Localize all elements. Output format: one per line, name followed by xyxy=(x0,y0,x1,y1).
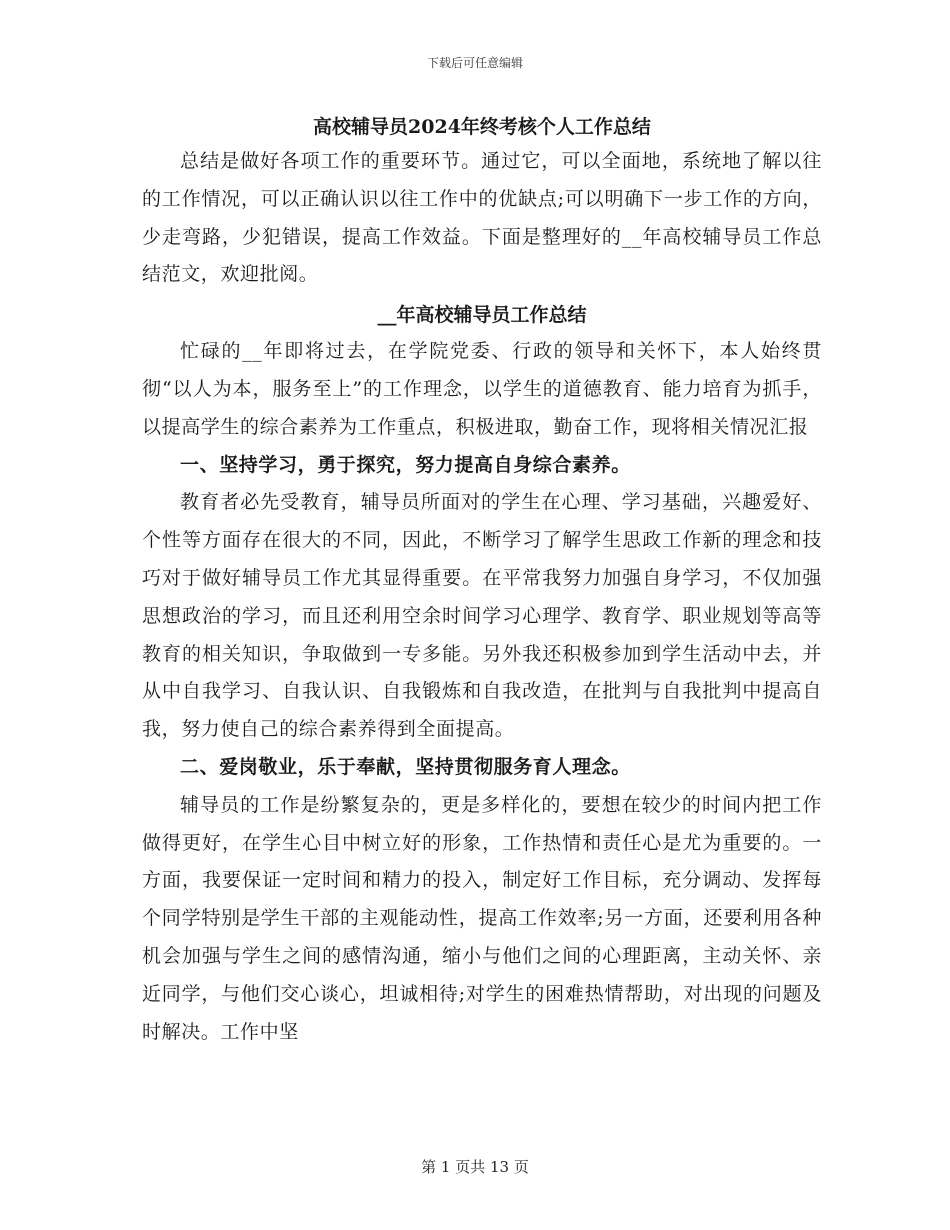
opening-paragraph: 忙碌的__年即将过去，在学院党委、行政的领导和关怀下，本人始终贯彻“以人为本，服务至上”的工作理念，以学生的道德教育、能力培育为抓手，以提高学生的综合素养为工作重点，积极进取，勤奋工作，现将相关情况汇报 xyxy=(142,340,822,438)
document-title: 高校辅导员2024年终考核个人工作总结 xyxy=(313,116,651,138)
document-subtitle: __年高校辅导员工作总结 xyxy=(377,304,587,327)
document-body xyxy=(142,112,822,1051)
section-2-heading: 二、爱岗敬业，乐于奉献，坚持贯彻服务育人理念。 xyxy=(180,755,631,778)
section-1-heading: 一、坚持学习，勇于探究，努力提高自身综合素养。 xyxy=(180,453,631,476)
section-1-body: 教育者必先受教育，辅导员所面对的学生在心理、学习基础，兴趣爱好、个性等方面存在很大的不同，因此，不断学习了解学生思政工作新的理念和技巧对于做好辅导员工作尤其显得重要。在平常我努力加强自身学习，不仅加强思想政治的学习，而且还利用空余时间学习心理学、教育学、职业规划等高等教育的相关知识，争取做到一专多能。另外我还积极参加到学生活动中去，并从中自我学习、自我认识、自我锻炼和自我改造，在批判与自我批判中提高自我，努力使自己的综合素养得到全面提高。 xyxy=(142,491,822,741)
header-note: 下载后可任意编辑 xyxy=(426,56,523,70)
page-footer: 第 1 页共 13 页 xyxy=(421,1158,529,1176)
section-2-body: 辅导员的工作是纷繁复杂的，更是多样化的，要想在较少的时间内把工作做得更好，在学生心目中树立好的形象，工作热情和责任心是尤为重要的。一方面，我要保证一定时间和精力的投入，制定好工作目标，充分调动、发挥每个同学特别是学生干部的主观能动性，提高工作效率;另一方面，还要利用各种机会加强与学生之间的感情沟通，缩小与他们之间的心理距离，主动关怀、亲近同学，与他们交心谈心，坦诚相待;对学生的困难热情帮助，对出现的问题及时解决。工作中坚 xyxy=(142,793,822,1043)
intro-paragraph: 总结是做好各项工作的重要环节。通过它，可以全面地，系统地了解以往的工作情况，可以正确认识以往工作中的优缺点;可以明确下一步工作的方向，少走弯路，少犯错误，提高工作效益。下面是整理好的__年高校辅导员工作总结范文，欢迎批阅。 xyxy=(142,150,822,286)
